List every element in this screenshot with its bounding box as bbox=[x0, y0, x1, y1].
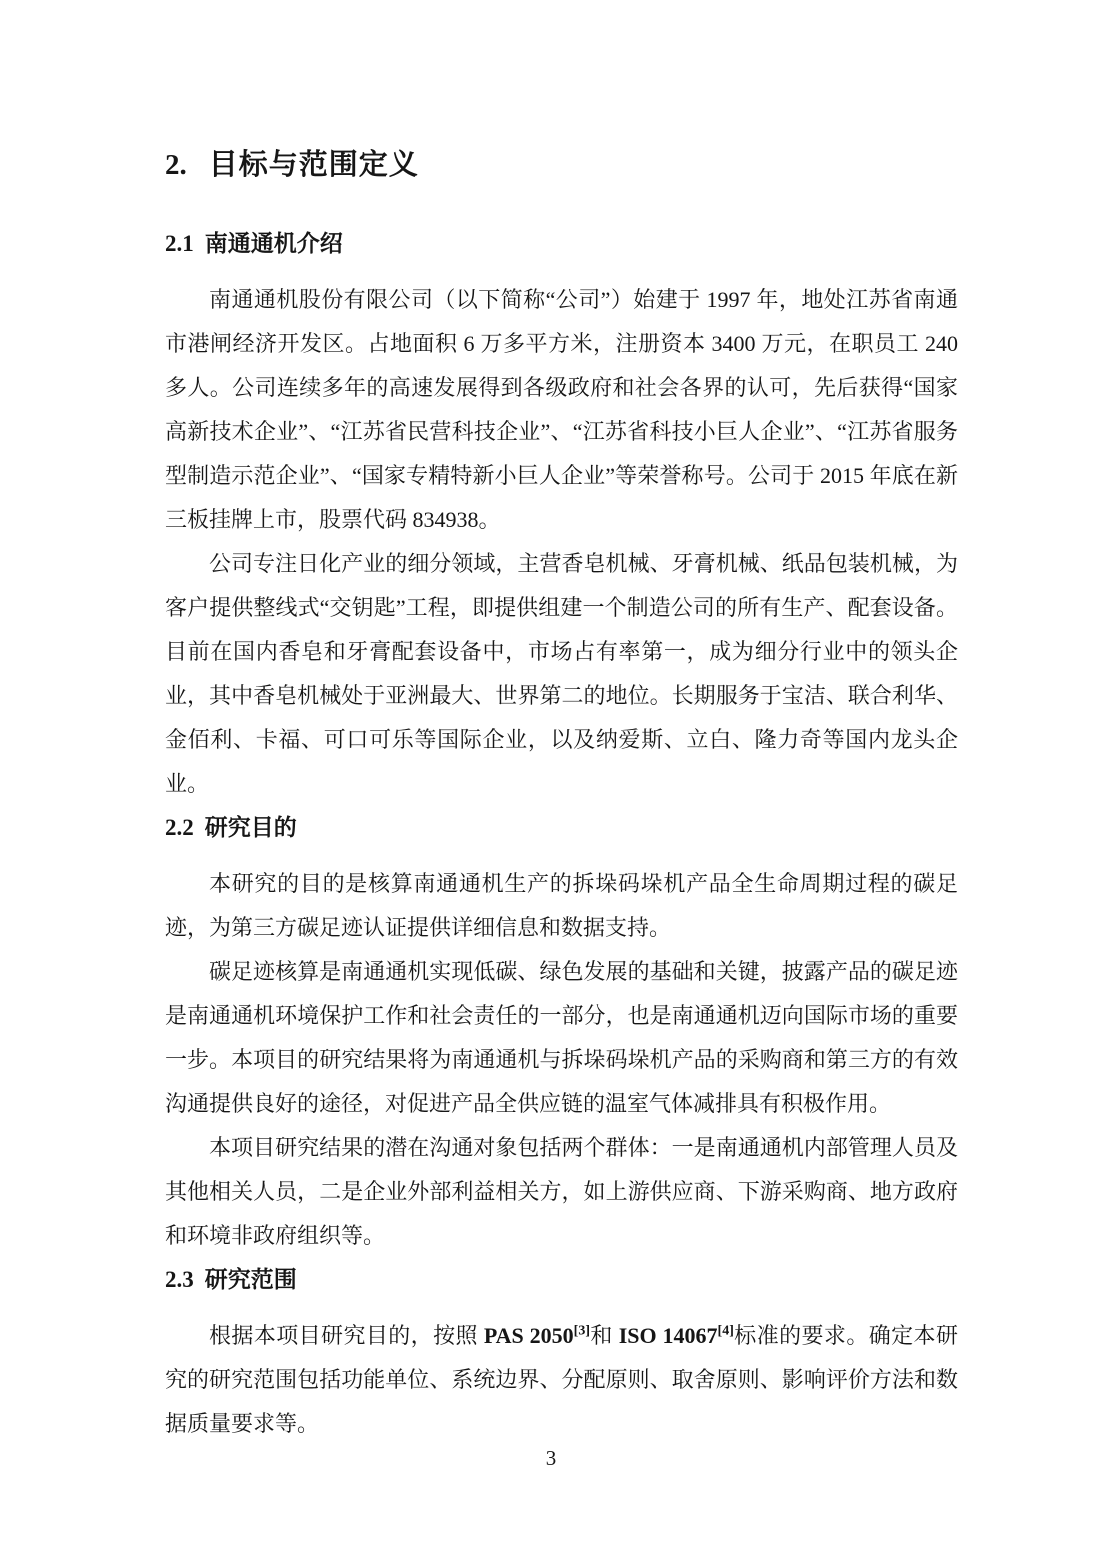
paragraph-company-intro-1: 南通通机股份有限公司（以下简称“公司”）始建于 1997 年，地处江苏省南通市港闸经济开发区。占地面积 6 万多平方米，注册资本 3400 万元，在职员工 240 多人。公司连续多年的高速发展得到各级政府和社会各界的认可，先后获得“国家高新技术企业”、“江苏省民营科技企业”、“江苏省科技小巨人企业”、“江苏省服务型制造示范企业”、“国家专精特新小巨人企业”等荣誉称号。公司于 2015 年底在新三板挂牌上市，股票代码 834938。 bbox=[165, 287, 958, 532]
paragraph-study-scope bbox=[165, 1314, 958, 1446]
citation-ref-3: [3] bbox=[573, 1323, 590, 1339]
paragraph-study-purpose-3: 本项目研究结果的潜在沟通对象包括两个群体：一是南通通机内部管理人员及其他相关人员，二是企业外部利益相关方，如上游供应商、下游采购商、地方政府和环境非政府组织等。 bbox=[165, 1135, 958, 1248]
section-number: 2.2 bbox=[165, 815, 194, 840]
standard-name-iso14067: ISO 14067 bbox=[618, 1323, 718, 1348]
section-heading-2-2 bbox=[165, 806, 958, 850]
section-heading-2-1 bbox=[165, 222, 958, 266]
section-title: 研究范围 bbox=[204, 1267, 297, 1292]
chapter-title: 目标与范围定义 bbox=[208, 149, 419, 181]
standard-name-pas2050: PAS 2050 bbox=[483, 1323, 574, 1348]
section-title: 南通通机介绍 bbox=[204, 231, 343, 256]
citation-ref-4: [4] bbox=[717, 1323, 734, 1339]
section-number: 2.1 bbox=[165, 231, 194, 256]
paragraph-company-intro-2: 公司专注日化产业的细分领域，主营香皂机械、牙膏机械、纸品包装机械，为客户提供整线式“交钥匙”工程，即提供组建一个制造公司的所有生产、配套设备。目前在国内香皂和牙膏配套设备中，市场占有率第一，成为细分行业中的领头企业，其中香皂机械处于亚洲最大、世界第二的地位。长期服务于宝洁、联合利华、金佰利、卡福、可口可乐等国际企业，以及纳爱斯、立白、隆力奇等国内龙头企业。 bbox=[165, 551, 958, 796]
section-number: 2.3 bbox=[165, 1267, 194, 1292]
scope-text-segment: 根据本项目研究目的，按照 bbox=[209, 1323, 484, 1348]
paragraph-study-purpose-1: 本研究的目的是核算南通通机生产的拆垛码垛机产品全生命周期过程的碳足迹，为第三方碳足迹认证提供详细信息和数据支持。 bbox=[165, 871, 958, 940]
chapter-heading bbox=[165, 144, 958, 186]
scope-text-segment: 标准的要求。确定本研究的研究范围包括功能单位、系统边界、分配原则、取舍原则、影响评价方法和数据质量要求等。 bbox=[165, 1323, 958, 1436]
section-title: 研究目的 bbox=[204, 815, 297, 840]
chapter-number: 2. bbox=[165, 149, 187, 181]
paragraph-study-purpose-2: 碳足迹核算是南通通机实现低碳、绿色发展的基础和关键，披露产品的碳足迹是南通通机环境保护工作和社会责任的一部分，也是南通通机迈向国际市场的重要一步。本项目的研究结果将为南通通机与拆垛码垛机产品的采购商和第三方的有效沟通提供良好的途径，对促进产品全供应链的温室气体减排具有积极作用。 bbox=[165, 959, 958, 1116]
section-heading-2-3 bbox=[165, 1258, 958, 1302]
scope-text-segment: 和 bbox=[589, 1323, 619, 1348]
page-number: 3 bbox=[545, 1446, 557, 1470]
